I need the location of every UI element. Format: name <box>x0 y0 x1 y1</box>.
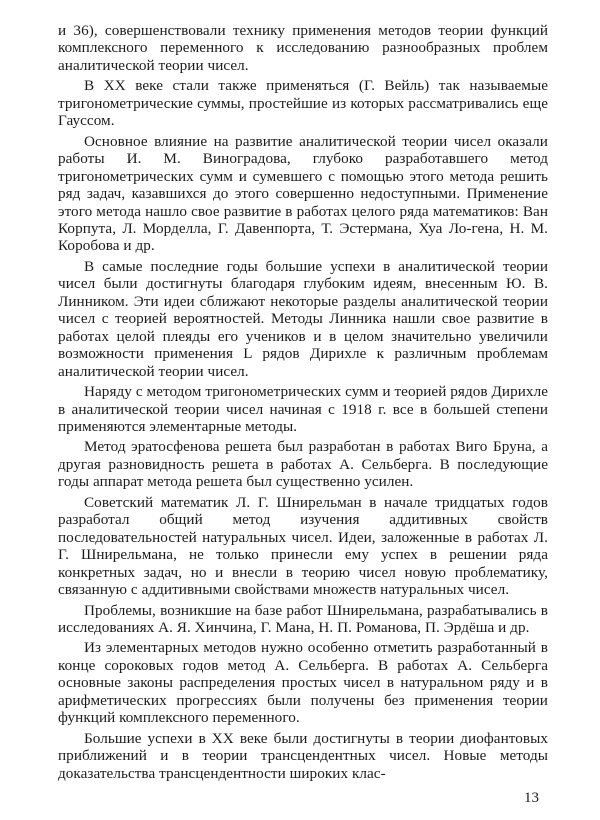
paragraph-4: В самые последние годы большие успехи в аналитической теории чисел были достигнуты благодаря глубоким идеям, внесенным Ю. В. Линником. Эти идеи сближают некоторые разделы аналитической теории чисел с теорией вероятностей. Методы Линника нашли свое развитие в работах целой плеяды его учеников и в целом значительно увеличили возможности применения L рядов Дирихле к различным проблемам аналитической теории чисел. <box>58 257 548 380</box>
paragraph-7: Советский математик Л. Г. Шнирельман в начале тридцатых годов разработал общий метод изучения аддитивных свойств последовательностей натуральных чисел. Идеи, заложенные в работах Л. Г. Шнирельмана, не только принесли ему успех в решении ряда конкретных задач, но и внесли в теорию чисел новую проблематику, связанную с аддитивными свойствами множеств натуральных чисел. <box>58 493 548 599</box>
paragraph-6: Метод эратосфенова решета был разработан в работах Виго Бруна, а другая разновидность решета в работах А. Сельберга. В последующие годы аппарат метода решета был существенно усилен. <box>58 438 548 491</box>
paragraph-9: Из элементарных методов нужно особенно отметить разработанный в конце сороковых годов метод А. Сельберга. В работах А. Сельберга основные законы распределения простых чисел в натуральном ряду и в арифметических прогрессиях были получены без применения теории функций комплексного переменного. <box>58 639 548 727</box>
paragraph-1: и 36), совершенствовали технику применения методов теории функций комплексного переменного к исследованию разнообразных проблем аналитической теории чисел. <box>58 22 548 74</box>
paragraph-5: Наряду с методом тригонометрических сумм и теорией рядов Дирихле в аналитической теории чисел начиная с 1918 г. все в большей степени применяются элементарные методы. <box>58 383 548 435</box>
paragraph-8: Проблемы, возникшие на базе работ Шнирельмана, разрабатывались в исследованиях А. Я. Хинчина, Г. Мана, Н. П. Романова, П. Эрдёша и др. <box>58 601 548 636</box>
paragraph-10: Большие успехи в XX веке были достигнуты в теории диофантовых приближений и в теории трансцендентных чисел. Новые методы доказательства трансцендентности широких клас- <box>58 729 548 782</box>
paragraph-2: В XX веке стали также применяться (Г. Вейль) так называемые тригонометрические суммы, простейшие из которых рассматривались еще Гауссом. <box>58 77 548 130</box>
document-body <box>58 22 548 785</box>
page-number: 13 <box>524 790 539 806</box>
paragraph-3: Основное влияние на развитие аналитической теории чисел оказали работы И. М. Виноградова, глубоко разработавшего метод тригонометрических сумм и сумевшего с помощью этого метода решить ряд задач, казавшихся до этого совершенно недоступными. Применение этого метода нашло свое развитие в работах целого ряда математиков: Ван Корпута, Л. Морделла, Г. Давенпорта, Т. Эстермана, Хуа Ло-гена, Н. М. Коробова и др. <box>58 132 548 255</box>
